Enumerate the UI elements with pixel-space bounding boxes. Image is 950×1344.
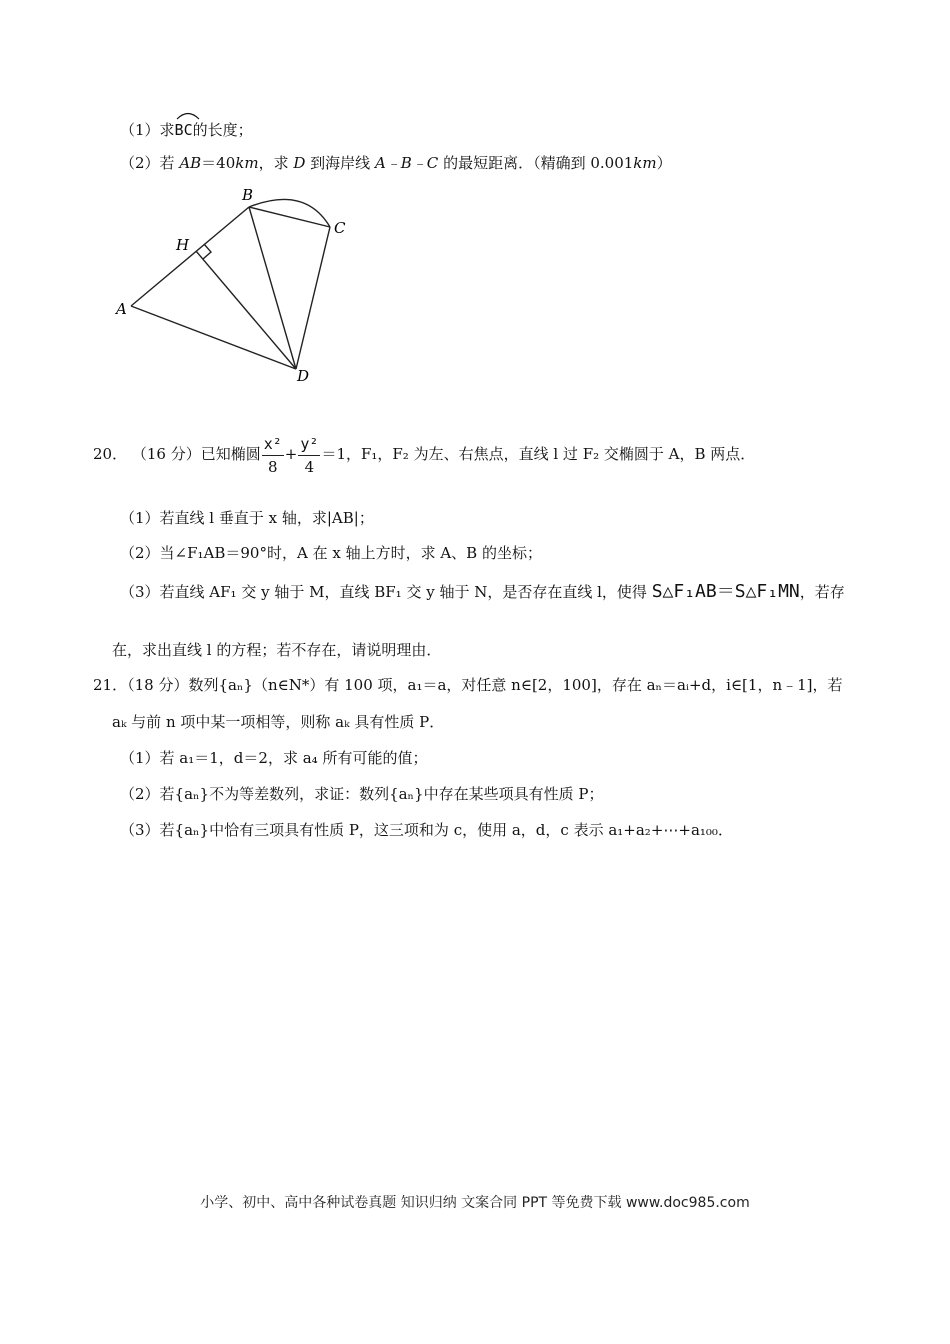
q19-p2-a: （2）若 [120, 154, 180, 172]
q19-p2-b: ＝40 [201, 154, 236, 172]
arc-bc-label: BC [174, 121, 193, 139]
fraction-y2-numerator: y² [298, 433, 320, 456]
q20-part3-text: （3）若直线 AF₁ 交 y 轴于 M，直线 BF₁ 交 y 轴于 N，是否存在直线 l，使得 [120, 583, 647, 601]
q19-part2 [120, 153, 672, 173]
q20-part3 [120, 578, 845, 606]
segment-hd [196, 251, 296, 369]
segment-cd [296, 227, 330, 369]
q21-stem-line1: 21．（18 分）数列{aₙ}（n∈N*）有 100 项，a₁＝a，对任意 n∈[2，100]，存在 aₙ＝aᵢ+d，i∈[1，n﹣1]，若 [93, 676, 843, 694]
q20-score: （16 分）已知椭圆 [131, 445, 261, 463]
q20-stem-tail: ＝1，F₁，F₂ 为左、右焦点，直线 l 过 F₂ 交椭圆于 A，B 两点． [321, 445, 756, 463]
fraction-y2-4 [298, 433, 320, 478]
q19-p2-g: ） [656, 154, 672, 172]
q19-p2-km2: km [633, 154, 657, 172]
page-footer: 小学、初中、高中各种试卷真题 知识归纳 文案合同 PPT 等免费下载 www.doc985.com [200, 1195, 750, 1211]
q19-p2-f: 的最短距离．（精确到 0.001 [438, 154, 634, 172]
q19-part1-prefix: （1）求 [120, 121, 175, 139]
fraction-x2-denominator: 8 [267, 457, 278, 476]
plus-sign: + [284, 445, 298, 463]
q19-p2-e: 到海岸线 [305, 154, 375, 172]
q21-part3: （3）若{aₙ}中恰有三项具有性质 P，这三项和为 c，使用 a，d，c 表示 a₁+a₂+⋯+a₁₀₀． [120, 821, 733, 839]
q19-part1-suffix: 的长度； [192, 121, 253, 139]
q20-stem [93, 428, 755, 480]
label-a: A [116, 300, 127, 318]
segment-ad [131, 306, 296, 369]
area-f1mn: S△F₁MN [734, 581, 800, 602]
q19-p2-c: ，求 [258, 154, 294, 172]
q19-p2-d: D [293, 154, 306, 172]
fraction-y2-denominator: 4 [304, 457, 315, 476]
label-d: D [297, 367, 310, 385]
equals-sign: ＝ [716, 581, 735, 602]
q19-p2-line: A﹣B﹣C [374, 154, 439, 172]
geometry-figure [110, 180, 370, 390]
q21-stem-line2: aₖ 与前 n 项中某一项相等，则称 aₖ 具有性质 P． [112, 713, 445, 731]
segment-ab [131, 207, 249, 306]
q19-part1 [120, 116, 253, 140]
label-b: B [242, 186, 254, 204]
area-f1ab: S△F₁AB [651, 581, 717, 602]
arc-bc [175, 116, 193, 140]
arc-bc-shape [249, 199, 330, 227]
fraction-x2-8 [262, 433, 284, 478]
q19-p2-km: km [235, 154, 259, 172]
q20-part3-continued: 在，求出直线 l 的方程；若不存在，请说明理由． [112, 641, 442, 659]
q21-part2: （2）若{aₙ}不为等差数列，求证：数列{aₙ}中存在某些项具有性质 P； [120, 785, 604, 803]
q21-part1: （1）若 a₁＝1，d＝2，求 a₄ 所有可能的值； [120, 749, 428, 767]
fraction-x2-numerator: x² [262, 433, 284, 456]
q20-part3-end: ，若存 [799, 583, 845, 601]
q19-p2-ab: AB [179, 154, 202, 172]
segment-bc [249, 207, 330, 227]
q20-part2: （2）当∠F₁AB＝90°时，A 在 x 轴上方时，求 A、B 的坐标； [120, 544, 542, 562]
q20-number: 20． [93, 445, 128, 463]
segment-bd [249, 207, 296, 369]
right-angle-mark [203, 244, 211, 259]
label-h: H [176, 236, 190, 254]
q20-part1: （1）若直线 l 垂直于 x 轴，求|AB|； [120, 509, 374, 527]
label-c: C [334, 219, 346, 237]
